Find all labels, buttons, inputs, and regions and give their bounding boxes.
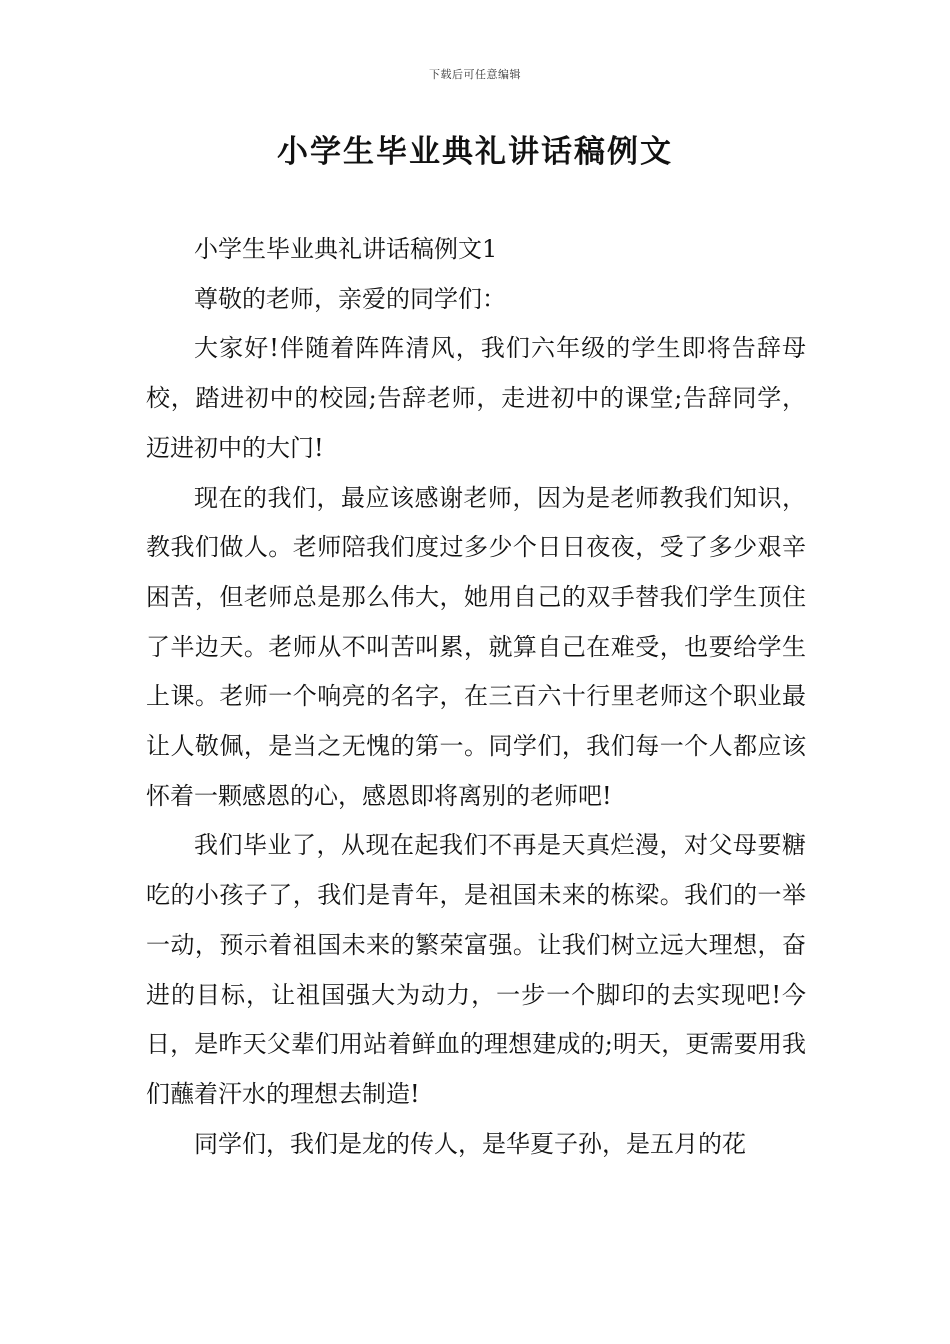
document-title: 小学生毕业典礼讲话稿例文 [277,134,673,170]
paragraph: 同学们，我们是龙的传人，是华夏子孙，是五月的花 [194,1129,746,1158]
paragraph: 我们毕业了，从现在起我们不再是天真烂漫，对父母要糖吃的小孩子了，我们是青年，是祖国未来的栋梁。我们的一举一动，预示着祖国未来的繁荣富强。让我们树立远大理想，奋进的目标，让祖国强大为动力，一步一个脚印的去实现吧!今日，是昨天父辈们用站着鲜血的理想建成的;明天，更需要用我们蘸着汗水的理想去制造! [146,831,806,1108]
header-note: 下载后可任意编辑 [429,68,521,81]
paragraph: 大家好!伴随着阵阵清风，我们六年级的学生即将告辞母校，踏进初中的校园;告辞老师，走进初中的课堂;告辞同学，迈进初中的大门! [146,334,806,462]
paragraph-subtitle: 小学生毕业典礼讲话稿例文1 [194,235,498,263]
paragraph: 现在的我们，最应该感谢老师，因为是老师教我们知识，教我们做人。老师陪我们度过多少个日日夜夜，受了多少艰辛困苦，但老师总是那么伟大，她用自己的双手替我们学生顶住了半边天。老师从不叫苦叫累，就算自己在难受，也要给学生上课。老师一个响亮的名字，在三百六十行里老师这个职业最让人敬佩，是当之无愧的第一。同学们，我们每一个人都应该怀着一颗感恩的心，感恩即将离别的老师吧! [146,483,806,810]
paragraph-salutation: 尊敬的老师，亲爱的同学们： [194,284,506,313]
document-body [146,225,806,1169]
